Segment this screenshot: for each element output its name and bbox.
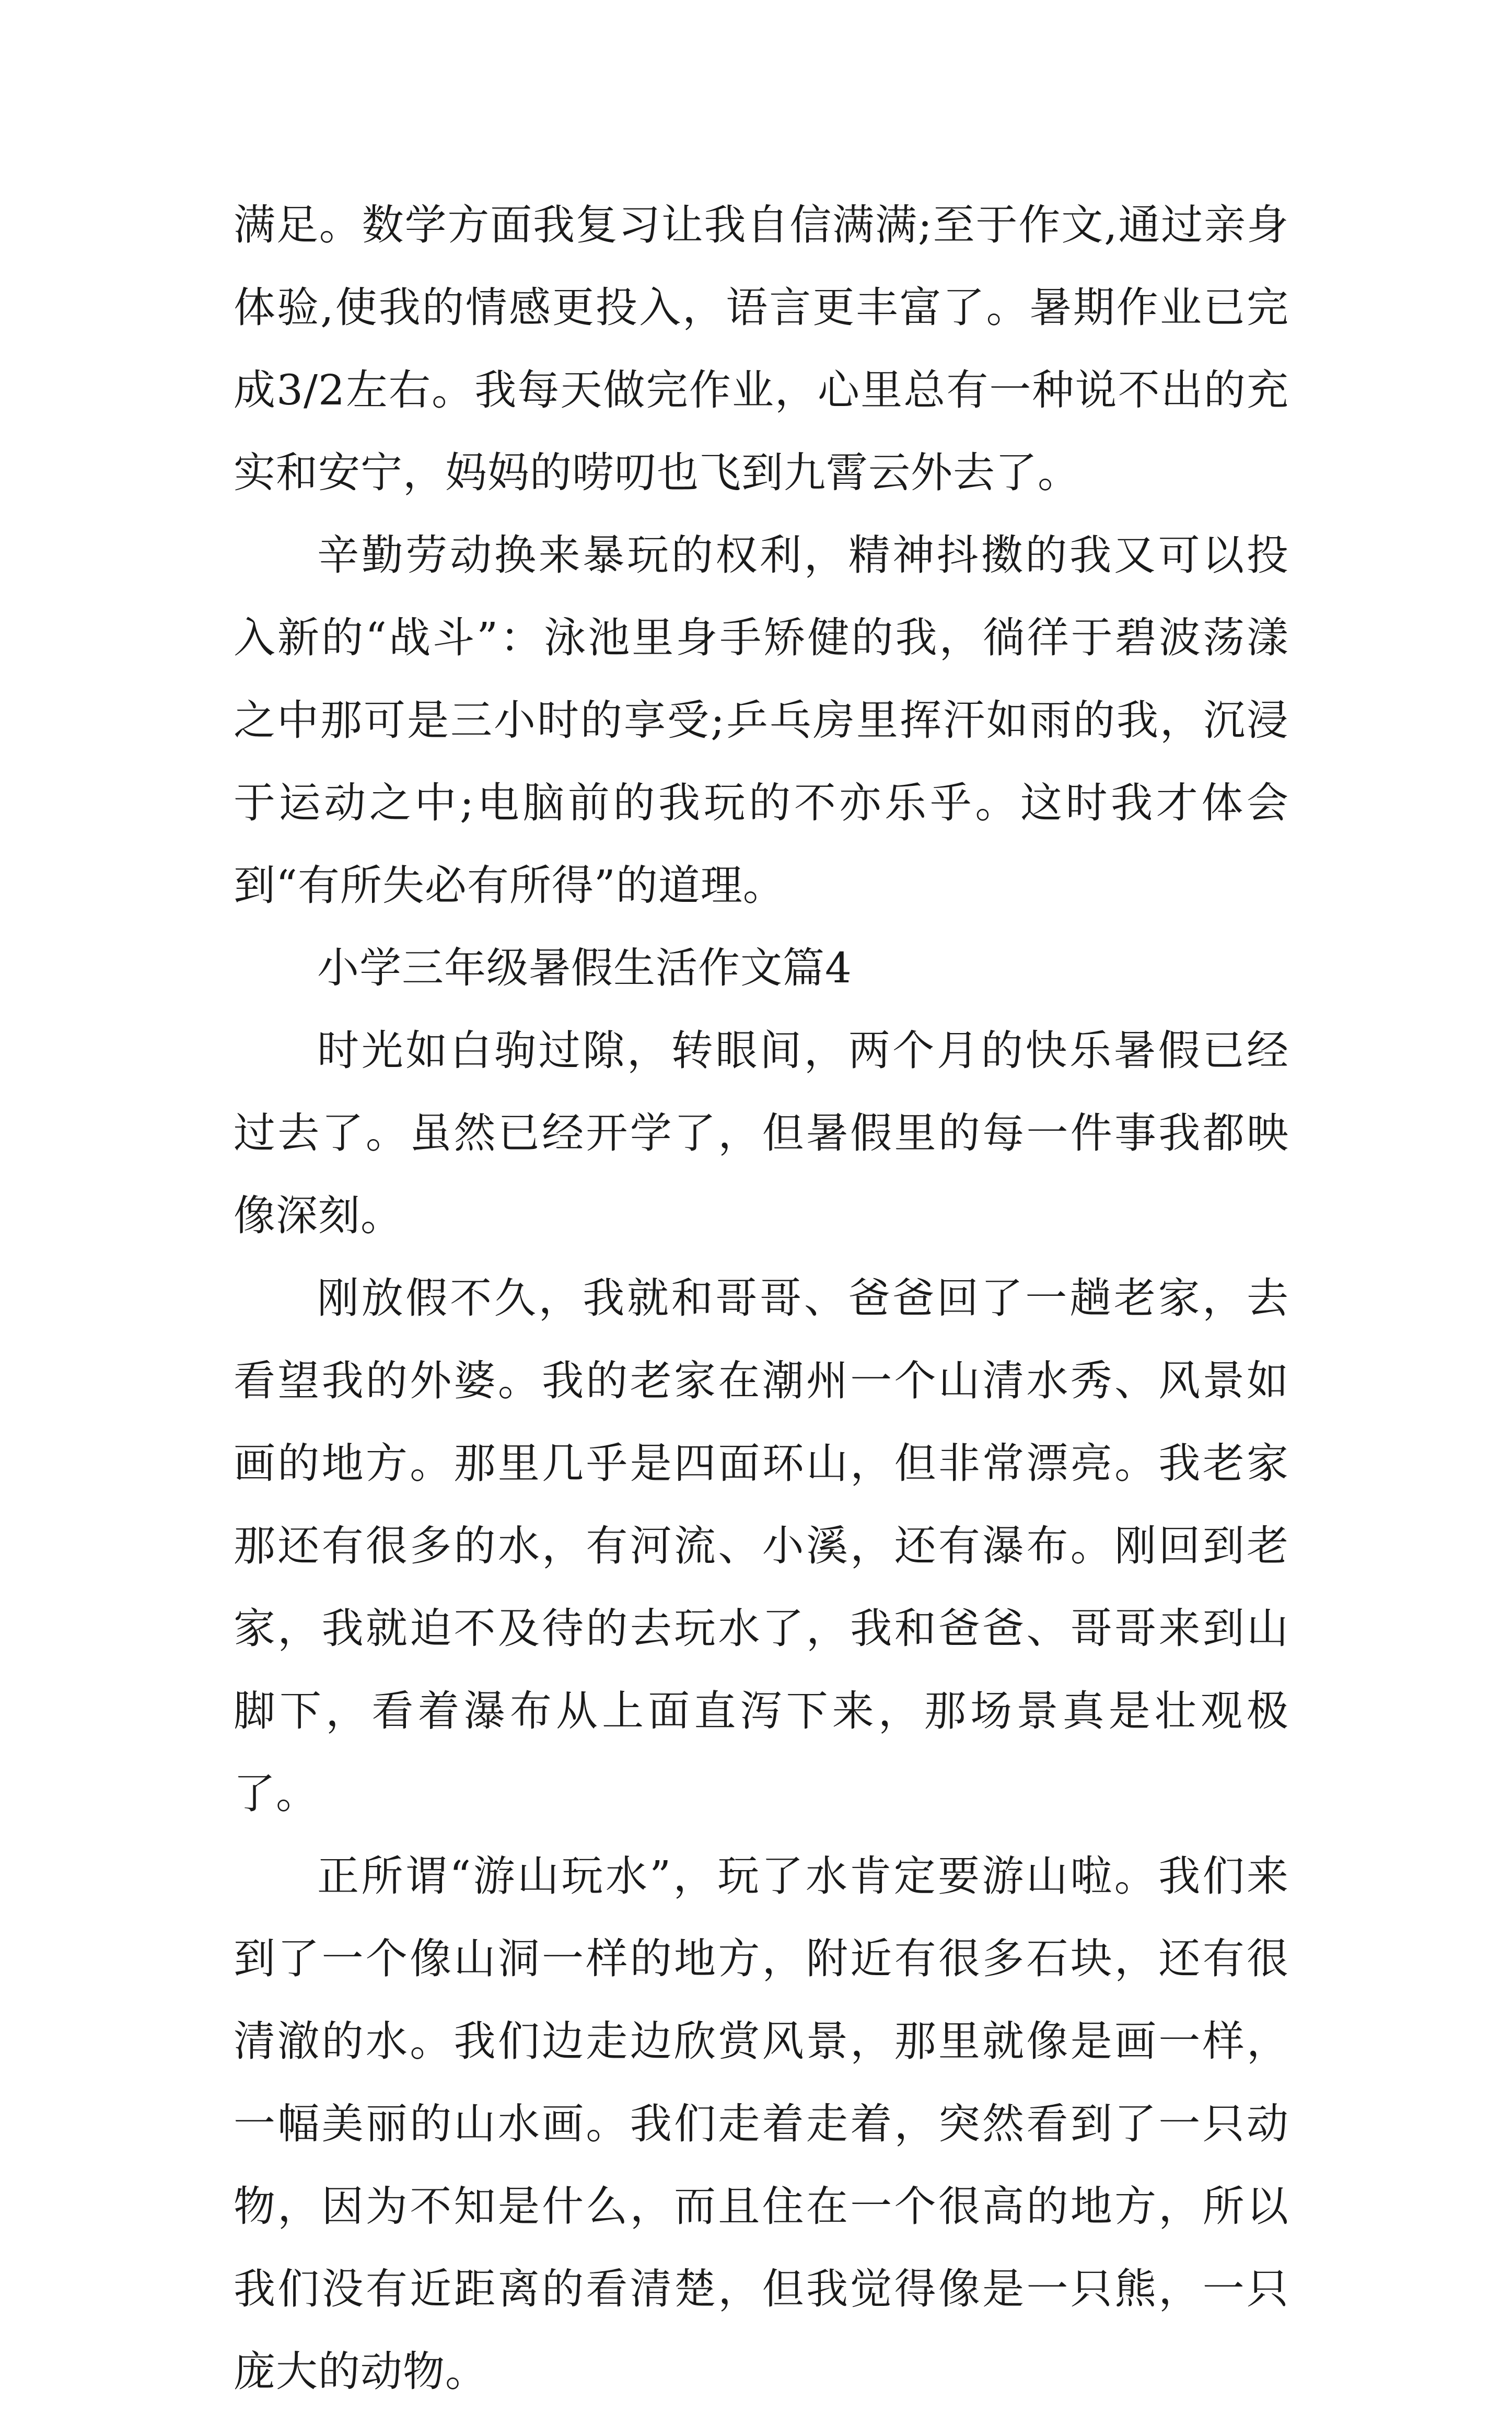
article-body [234,184,1289,2413]
paragraph-continuation: 满足。数学方面我复习让我自信满满;至于作文,通过亲身体验,使我的情感更投入，语言更丰富了。暑期作业已完成3/2左右。我每天做完作业，心里总有一种说不出的充实和安宁，妈妈的唠叨也飞到九霄云外去了。 [234,201,1289,497]
paragraph-mountain: 正所谓“游山玩水”，玩了水肯定要游山啦。我们来到了一个像山洞一样的地方，附近有很多石块，还有很清澈的水。我们边走边欣赏风景，那里就像是画一样，一幅美丽的山水画。我们走着走着，突然看到了一只动物，因为不知是什么，而且住在一个很高的地方，所以我们没有近距离的看清楚，但我觉得像是一只熊，一只庞大的动物。 [234,1852,1289,2396]
paragraph-intro: 时光如白驹过隙，转眼间，两个月的快乐暑假已经过去了。虽然已经开学了，但暑假里的每一件事我都映像深刻。 [234,1026,1289,1240]
paragraph-hometown: 刚放假不久，我就和哥哥、爸爸回了一趟老家，去看望我的外婆。我的老家在潮州一个山清水秀、风景如画的地方。那里几乎是四面环山，但非常漂亮。我老家那还有很多的水，有河流、小溪，还有瀑布。刚回到老家，我就迫不及待的去玩水了，我和爸爸、哥哥来到山脚下，看着瀑布从上面直泻下来，那场景真是壮观极了。 [234,1274,1289,1818]
section-heading: 小学三年级暑假生活作文篇4 [317,944,852,992]
paragraph-play-after-work: 辛勤劳动换来暴玩的权利，精神抖擞的我又可以投入新的“战斗”：泳池里身手矫健的我，徜徉于碧波荡漾之中那可是三小时的享受;乒乓房里挥汗如雨的我，沉浸于运动之中;电脑前的我玩的不亦乐乎。这时我才体会到“有所失必有所得”的道理。 [234,531,1289,910]
